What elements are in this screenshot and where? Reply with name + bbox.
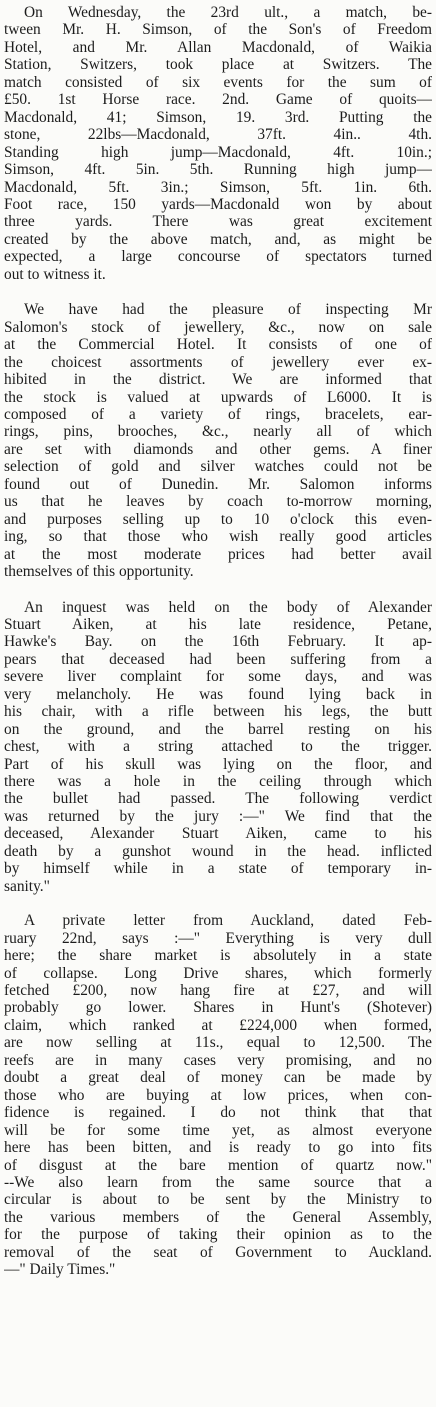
text-line: composed of a variety of rings, bracelets, ear-: [4, 405, 432, 423]
text-line: for the purpose of taking their opinion as to the: [4, 1226, 432, 1244]
text-line: themselves of this opportunity.: [4, 563, 194, 581]
text-line: the various members of the General Assembly,: [4, 1208, 432, 1226]
text-line: Hotel, and Mr. Allan Macdonald, of Waikia: [4, 38, 432, 56]
text-line: rings, pins, brooches, &c., nearly all of which: [4, 423, 432, 441]
text-line: there was a hole in the ceiling through which: [4, 773, 432, 791]
text-line: --We also learn from the same source that a: [4, 1174, 432, 1191]
text-line: sanity.": [4, 877, 50, 895]
text-line: An inquest was held on the body of Alexander: [24, 598, 432, 616]
text-line: will be for some time yet, as almost everyone: [4, 1121, 432, 1139]
text-line: out to witness it.: [4, 265, 106, 283]
text-line: claim, which ranked at £224,000 when formed,: [4, 1016, 432, 1034]
article-inquest-aiken: [4, 599, 432, 896]
text-line: are set with diamonds and other gems. A finer: [4, 440, 432, 458]
text-line: circular is about to be sent by the Ministry to: [4, 1191, 432, 1209]
text-line: and purposes selling up to 10 o'clock this even-: [4, 510, 432, 528]
text-line: at the Commercial Hotel. It consists of one of: [4, 336, 432, 354]
text-line: three yards. There was great excitement: [4, 213, 432, 231]
text-line: £50. 1st Horse race. 2nd. Game of quoits—: [4, 91, 432, 109]
text-line: death by a gunshot wound in the head. inflicted: [4, 842, 432, 860]
text-line: the stock is valued at upwards of L6000. It is: [4, 388, 432, 406]
text-line: hibited in the district. We are informed that: [4, 371, 432, 389]
text-line: Hawke's Bay. on the 16th February. It ap-: [4, 633, 432, 651]
text-line: match consisted of six events for the sum of: [4, 73, 432, 91]
text-line: of disgust at the bare mention of quartz now.": [4, 1156, 432, 1174]
text-line: of collapse. Long Drive shares, which formerly: [4, 964, 432, 982]
text-line: Stuart Aiken, at his late residence, Petane,: [4, 615, 432, 633]
text-line: very melancholy. He was found lying back in: [4, 685, 432, 703]
text-line: A private letter from Auckland, dated Feb-: [24, 912, 432, 930]
text-line: here; the share market is absolutely in a state: [4, 947, 432, 965]
text-line: created by the above match, and, as might be: [4, 230, 432, 248]
text-line: on the ground, and the barrel resting on his: [4, 720, 432, 738]
article-auckland-letter: [4, 912, 432, 1279]
text-line: pears that deceased had been suffering from a: [4, 650, 432, 668]
text-line: those who are buying at low prices, when con-: [4, 1086, 432, 1104]
text-line: We have had the pleasure of inspecting Mr: [24, 301, 432, 319]
text-line: Macdonald, 5ft. 3in.; Simson, 5ft. 1in. 6th.: [4, 178, 432, 196]
text-line: us that he leaves by coach to-morrow morning,: [4, 493, 432, 511]
text-line: severe liver complaint for some days, and was: [4, 668, 432, 686]
text-line: at the most moderate prices had better avail: [4, 545, 432, 563]
text-line: by himself while in a state of temporary in-: [4, 860, 432, 878]
article-salomon-jewellery: [4, 301, 432, 580]
text-line: found out of Dunedin. Mr. Salomon informs: [4, 475, 432, 493]
text-line: Salomon's stock of jewellery, &c., now on sale: [4, 318, 432, 336]
text-line: here has been bitten, and is ready to go into fits: [4, 1139, 432, 1157]
text-line: On Wednesday, the 23rd ult., a match, be-: [24, 4, 432, 21]
text-line: chest, with a string attached to the trigger.: [4, 738, 432, 756]
text-line: Standing high jump—Macdonald, 4ft. 10in.;: [4, 143, 432, 161]
text-line: Macdonald, 41; Simson, 19. 3rd. Putting the: [4, 108, 432, 126]
text-line: selection of gold and silver watches could not be: [4, 458, 432, 476]
text-line: —" Daily Times.": [4, 1261, 116, 1279]
text-line: the bullet had passed. The following verdict: [4, 790, 432, 808]
text-line: Simson, 4ft. 5in. 5th. Running high jump—: [4, 161, 432, 179]
text-line: Foot race, 150 yards—Macdonald won by about: [4, 195, 432, 213]
text-line: fidence is regained. I do not think that that: [4, 1104, 432, 1122]
text-line: Station, Switzers, took place at Switzers. The: [4, 56, 432, 74]
text-line: fetched £200, now hang fire at £27, and will: [4, 982, 432, 1000]
text-line: deceased, Alexander Stuart Aiken, came to his: [4, 825, 432, 843]
text-line: ruary 22nd, says :—" Everything is very dull: [4, 929, 432, 947]
text-line: ing, so that those who wish really good articles: [4, 528, 432, 546]
text-line: tween Mr. H. Simson, of the Son's of Freedom: [4, 21, 432, 39]
text-line: are now selling at 11s., equal to 12,500. The: [4, 1034, 432, 1052]
text-line: stone, 22lbs—Macdonald, 37ft. 4in.. 4th.: [4, 126, 432, 144]
text-line: removal of the seat of Government to Auckland.: [4, 1243, 432, 1261]
text-line: the choicest assortments of jewellery ever ex-: [4, 353, 432, 371]
text-line: was returned by the jury :—" We find that the: [4, 807, 432, 825]
article-match-at-switzers: [4, 4, 432, 283]
text-line: reefs are in many cases very promising, and no: [4, 1051, 432, 1069]
text-line: probably go lower. Shares in Hunt's (Shotever): [4, 999, 432, 1017]
text-line: expected, a large concourse of spectators turned: [4, 248, 432, 266]
text-line: his chair, with a rifle between his legs, the butt: [4, 703, 432, 721]
text-line: Part of his skull was lying on the floor, and: [4, 755, 432, 773]
text-line: doubt a great deal of money can be made by: [4, 1069, 432, 1087]
